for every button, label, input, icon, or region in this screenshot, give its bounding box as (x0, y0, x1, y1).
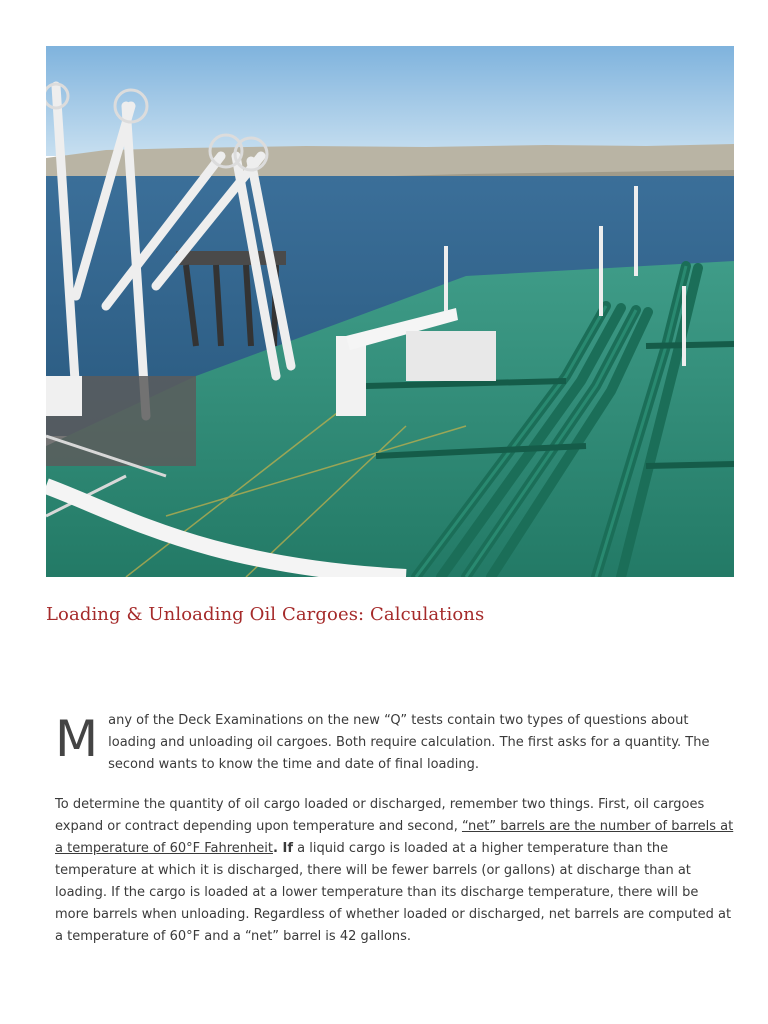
sky (46, 46, 734, 156)
paragraph-2-period: . (273, 841, 278, 856)
hero-image (46, 46, 734, 577)
drop-cap: M (55, 710, 99, 768)
net-barrels-definition: “net” barrels are the number of barrels at a temperature of 60°F Fahrenheit (55, 819, 734, 856)
paragraph-1 (55, 710, 735, 776)
article-body (55, 710, 735, 948)
paragraph-2-text-a: To determine the quantity of oil cargo loaded or discharged, remember two things. First, oil cargoes expand or contract depending upon temperature and second, (55, 797, 705, 834)
paragraph-2 (55, 794, 735, 948)
tanker-deck-illustration (46, 46, 734, 577)
paragraph-1-text: any of the Deck Examinations on the new “Q” tests contain two types of questions about loading and unloading oil cargoes. Both require calculation. The first asks for a quantity. The second wants to know the time and date of final loading. (108, 713, 710, 772)
paragraph-2-bold-if: If (277, 841, 293, 856)
article-title: Loading & Unloading Oil Cargoes: Calculations (46, 604, 485, 625)
paragraph-2-text-b: a liquid cargo is loaded at a higher temperature than the temperature at which it is discharged, there will be fewer barrels (or gallons) at discharge than at loading. If the cargo is loaded at a lower temperature than its discharge temperature, there will be more barrels when unloading. Regardless of whether loaded or discharged, net barrels are computed at a temperature of 60°F and a “net” barrel is 42 gallons. (55, 841, 732, 944)
